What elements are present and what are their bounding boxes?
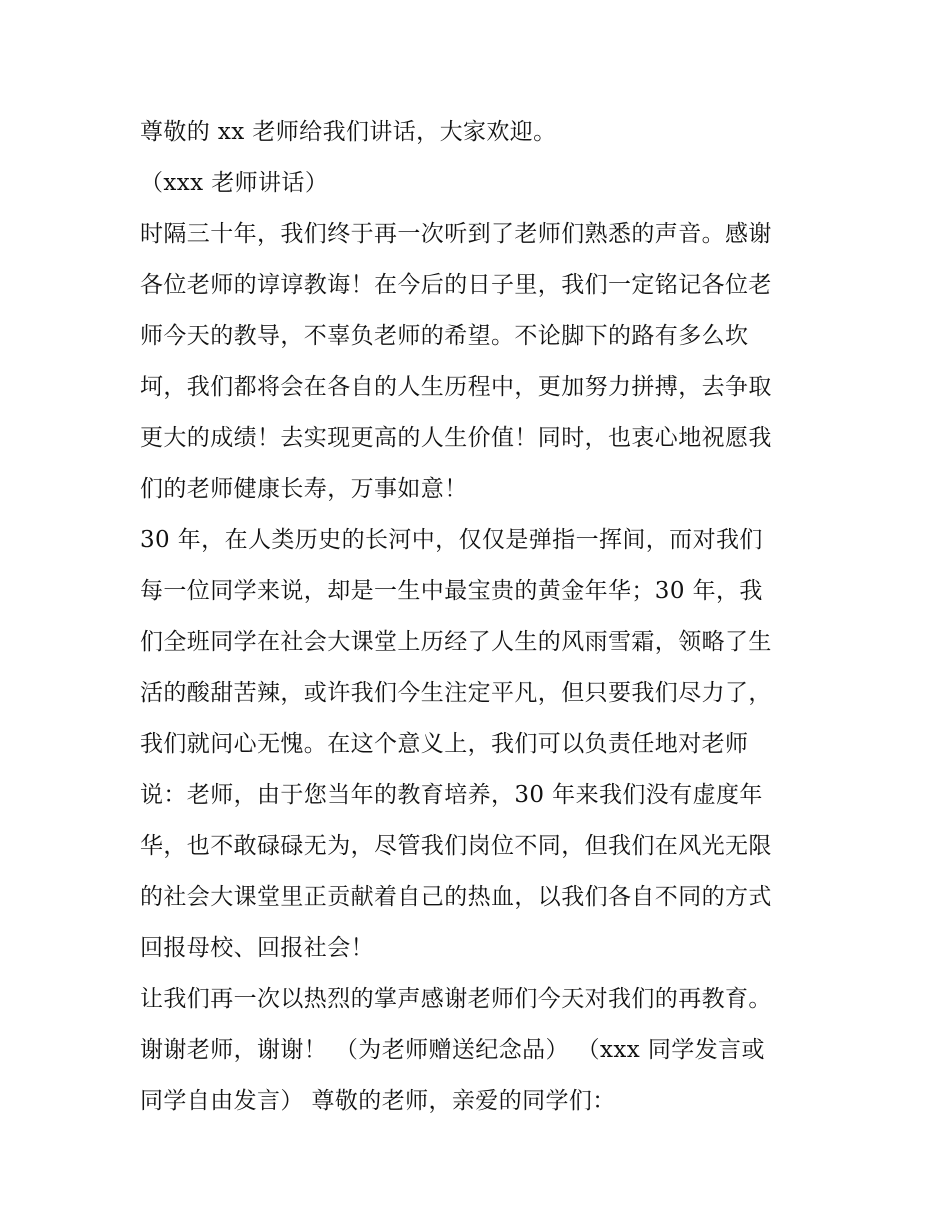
text-line: 师今天的教导，不辜负老师的希望。不论脚下的路有多么坎 xyxy=(140,323,749,349)
text-line: 们全班同学在社会大课堂上历经了人生的风雨雪霜，领略了生 xyxy=(140,629,772,655)
text-line: 华，也不敢碌碌无为，尽管我们岗位不同，但我们在风光无限 xyxy=(140,833,772,859)
text-line: 各位老师的谆谆教诲！在今后的日子里，我们一定铭记各位老 xyxy=(140,272,772,298)
text-line: 的社会大课堂里正贡献着自己的热血，以我们各自不同的方式 xyxy=(140,884,772,910)
text-line: 30 年，在人类历史的长河中，仅仅是弹指一挥间，而对我们 xyxy=(140,527,763,553)
text-line: （xxx 老师讲话） xyxy=(140,170,329,196)
text-line: 更大的成绩！去实现更高的人生价值！同时，也衷心地祝愿我 xyxy=(140,425,772,451)
text-line: 每一位同学来说，却是一生中最宝贵的黄金年华；30 年，我 xyxy=(140,578,763,604)
text-line: 说：老师，由于您当年的教育培养，30 年来我们没有虚度年 xyxy=(140,782,763,808)
text-line: 谢谢老师，谢谢！ （为老师赠送纪念品） （xxx 同学发言或 xyxy=(140,1037,765,1063)
document-body xyxy=(140,107,820,1127)
text-line: 尊敬的 xx 老师给我们讲话，大家欢迎。 xyxy=(140,119,557,145)
text-line: 坷，我们都将会在各自的人生历程中，更加努力拼搏，去争取 xyxy=(140,374,772,400)
text-line: 活的酸甜苦辣，或许我们今生注定平凡，但只要我们尽力了， xyxy=(140,680,772,706)
text-line: 们的老师健康长寿，万事如意！ xyxy=(140,476,468,502)
text-line: 回报母校、回报社会！ xyxy=(140,935,374,961)
text-line: 让我们再一次以热烈的掌声感谢老师们今天对我们的再教育。 xyxy=(140,986,772,1012)
text-line: 同学自由发言） 尊敬的老师，亲爱的同学们： xyxy=(140,1088,616,1114)
text-line: 时隔三十年，我们终于再一次听到了老师们熟悉的声音。感谢 xyxy=(140,221,772,247)
text-line: 我们就问心无愧。在这个意义上，我们可以负责任地对老师 xyxy=(140,731,749,757)
